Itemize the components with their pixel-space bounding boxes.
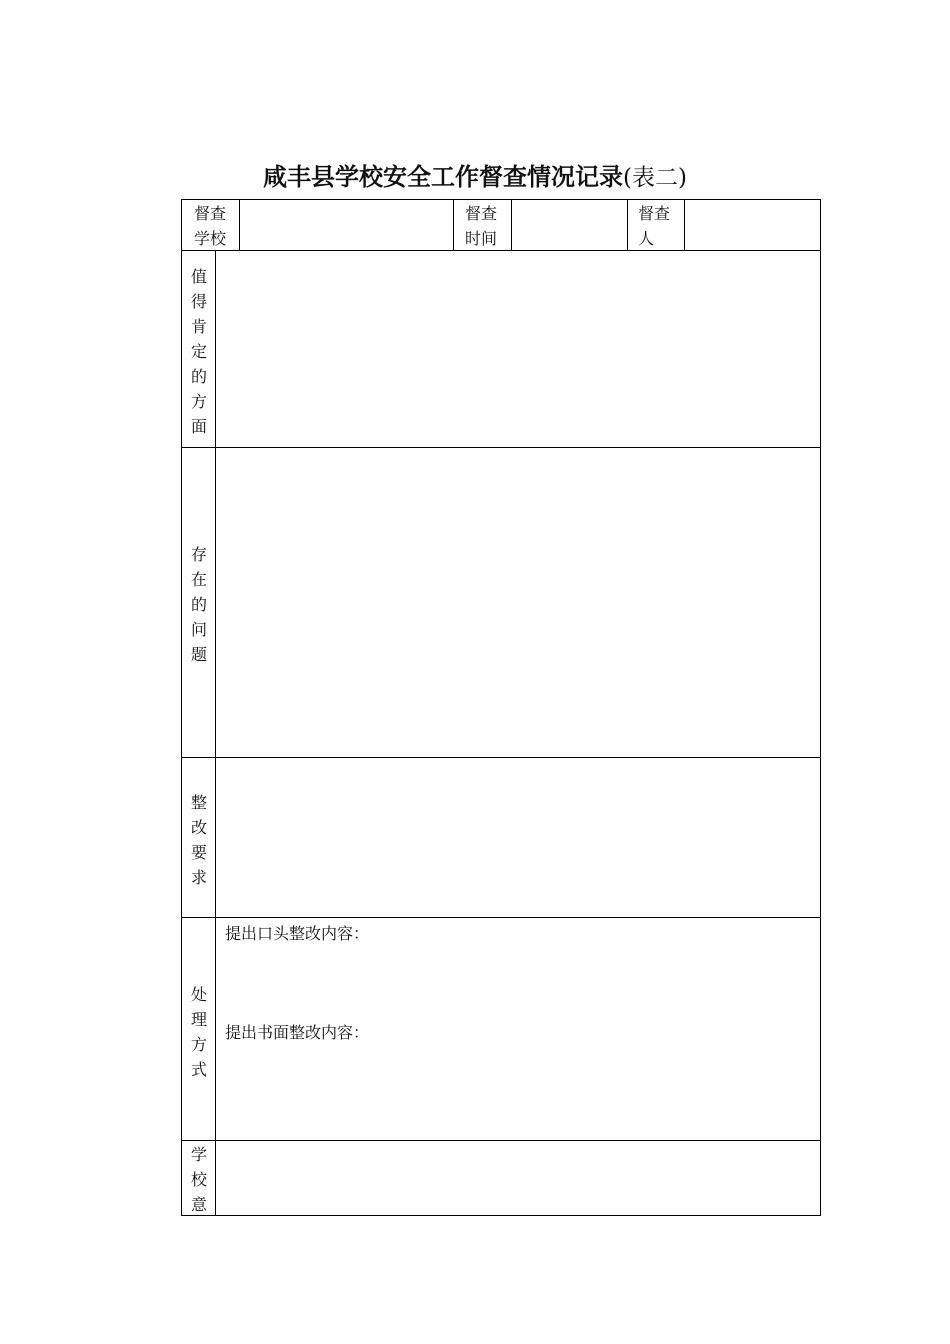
school-label: 督查 学校	[194, 204, 227, 248]
time-label: 督查 时间	[465, 204, 498, 248]
handling-label: 处 理 方 式	[190, 985, 207, 1079]
problems-label: 存 在 的 问 题	[190, 545, 207, 664]
page-title	[0, 160, 950, 194]
requirements-content-area[interactable]	[216, 758, 820, 917]
written-rectification-text[interactable]: 提出书面整改内容：	[225, 1023, 370, 1042]
title-main: 咸丰县学校安全工作督查情况记录	[263, 162, 624, 191]
inspection-form-table	[181, 199, 821, 1216]
positives-content-area[interactable]	[216, 251, 820, 447]
inspector-label: 督查 人	[638, 204, 671, 248]
positives-label: 值 得 肯 定 的 方 面	[190, 267, 207, 436]
time-value-field[interactable]	[512, 200, 627, 250]
inspector-value-field[interactable]	[685, 200, 820, 250]
verbal-rectification-text[interactable]: 提出口头整改内容：	[225, 924, 370, 943]
school-opinion-label: 学 校 意	[190, 1145, 207, 1214]
school-value-field[interactable]	[240, 200, 453, 250]
requirements-label: 整 改 要 求	[190, 793, 207, 887]
title-sub: (表二)	[623, 165, 687, 191]
problems-content-area[interactable]	[216, 448, 820, 756]
school-opinion-content-area[interactable]	[216, 1141, 820, 1215]
